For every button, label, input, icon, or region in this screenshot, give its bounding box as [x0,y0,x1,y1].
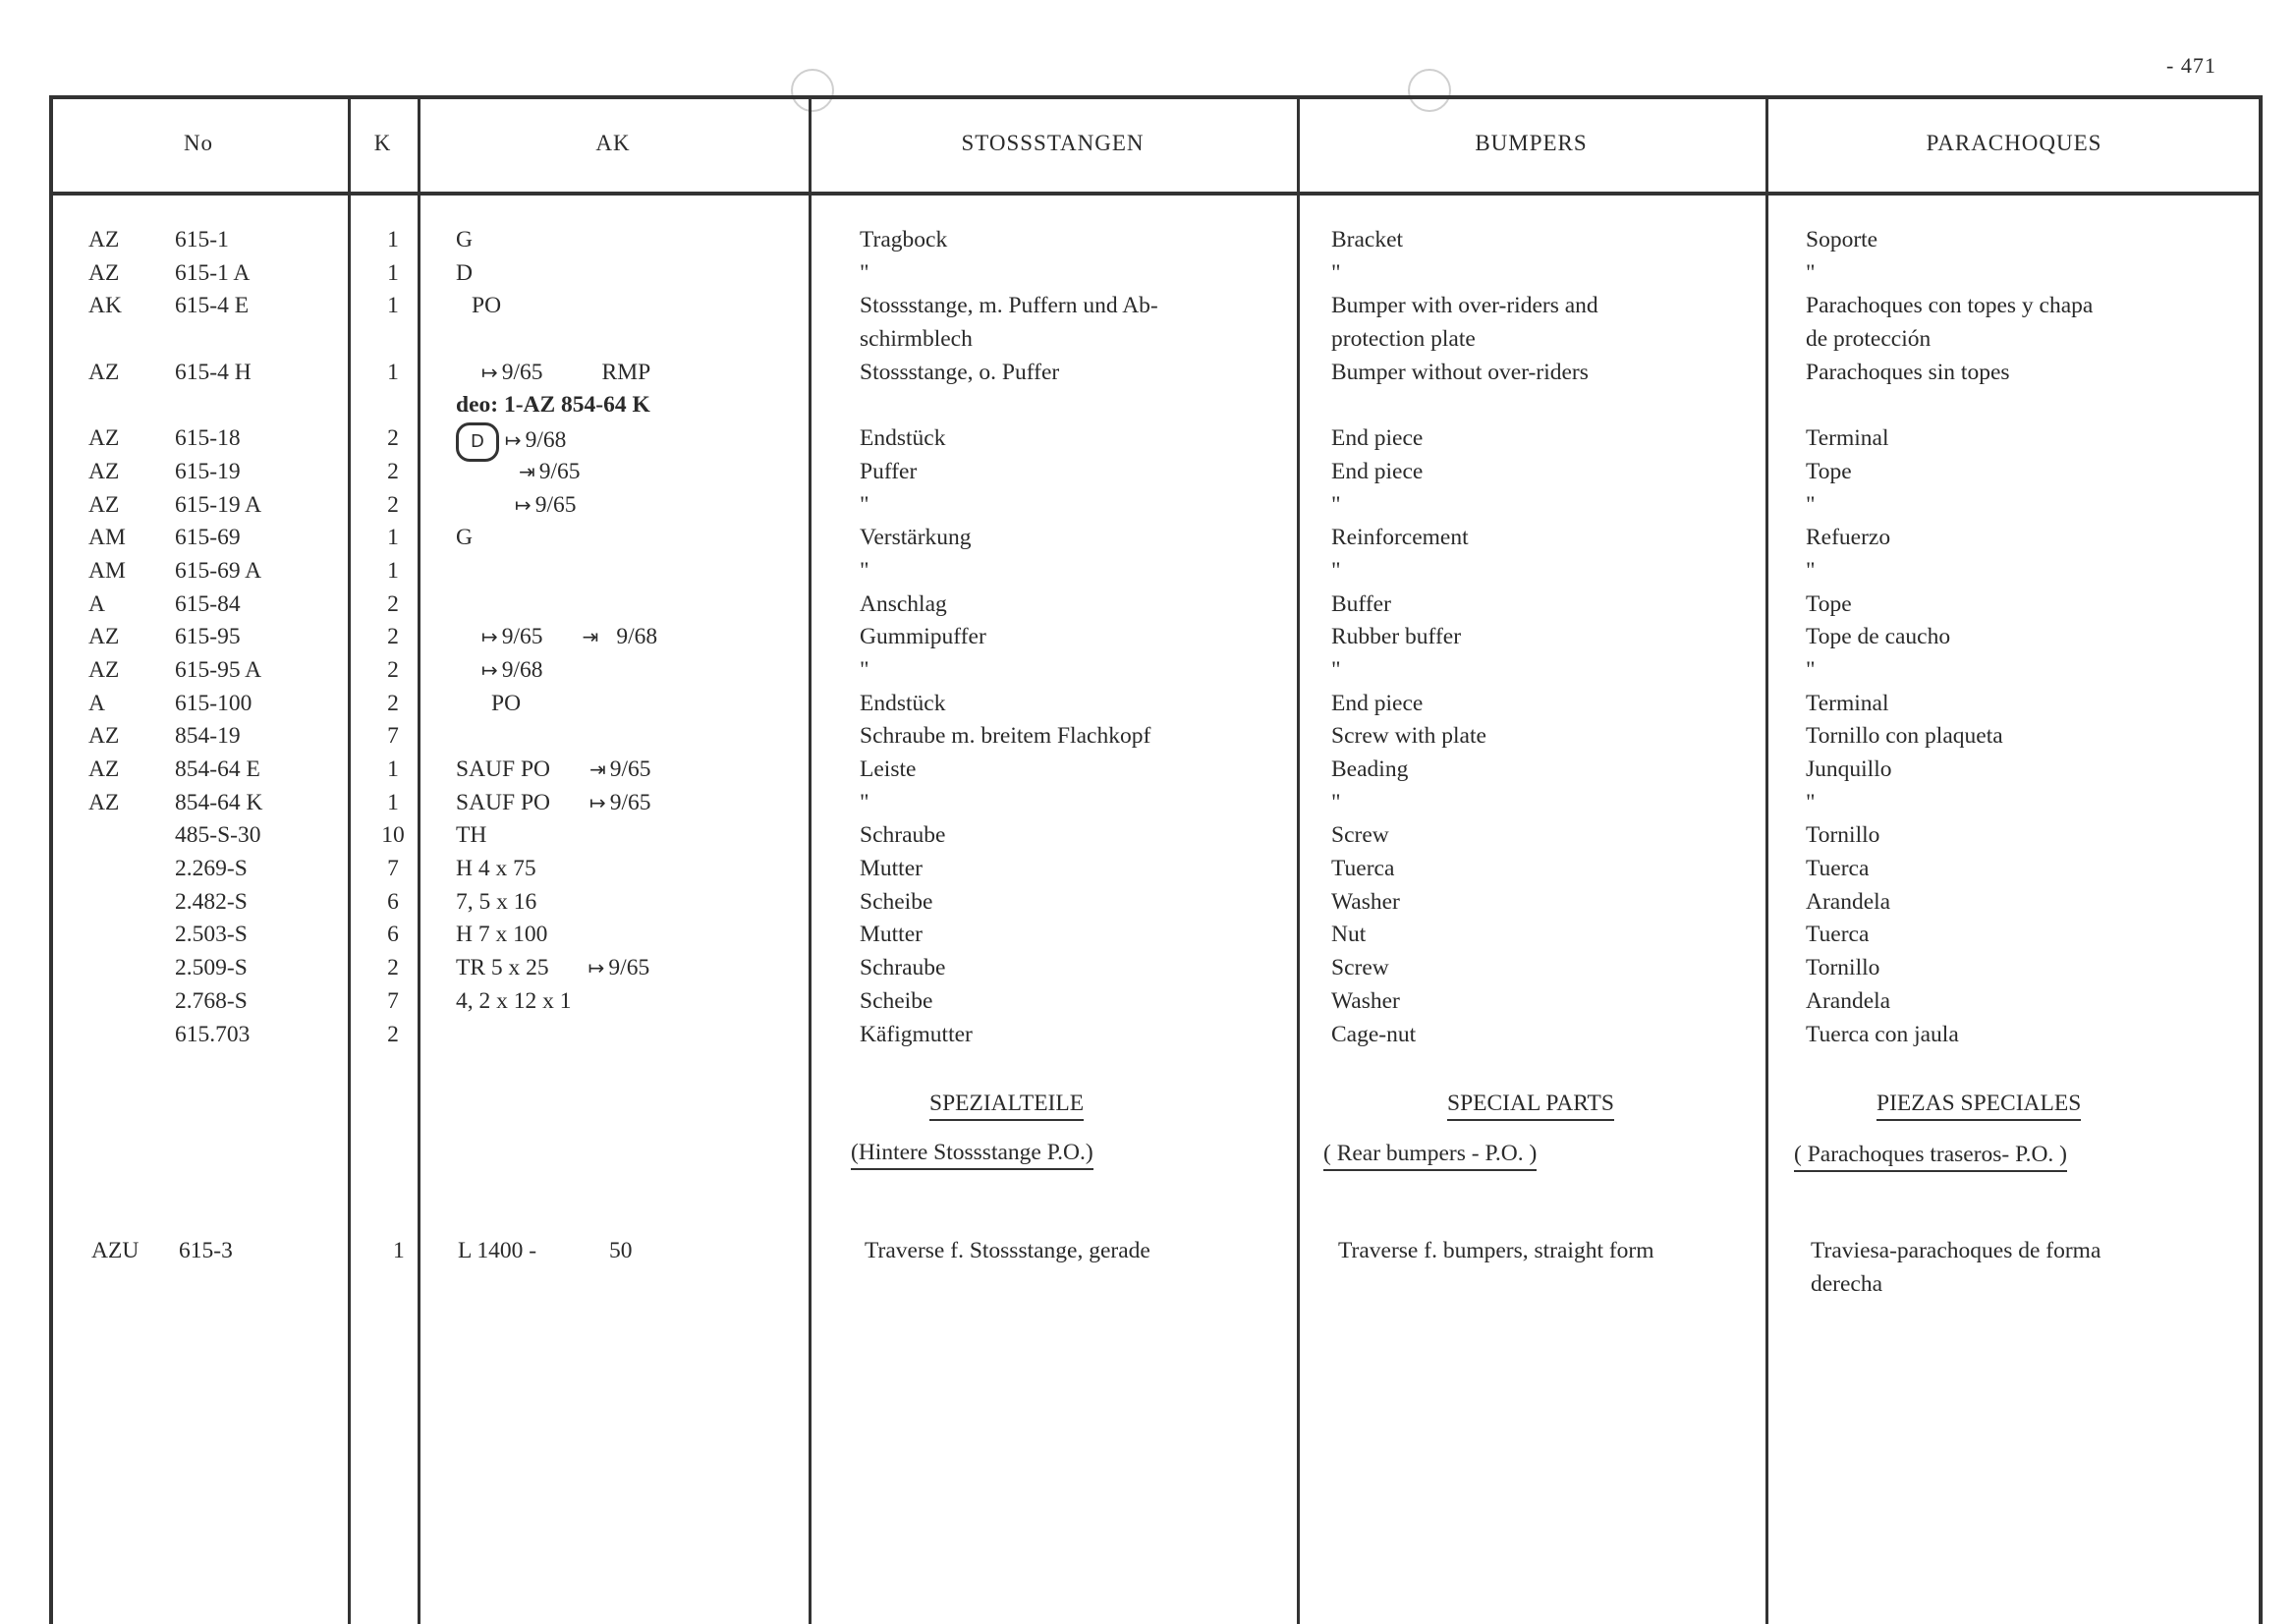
part-number: 615-19 A [175,491,262,518]
header-german: STOSSSTANGEN [961,131,1145,155]
part-prefix: AZ [88,624,120,650]
part-number: 615-4 E [175,293,250,319]
table-row [0,555,2296,588]
table-row [0,688,2296,721]
english-desc: " [1331,491,1341,518]
spanish-desc: Terminal [1806,690,1889,716]
ak-code: PO [472,293,502,319]
german-desc: Schraube m. breitem Flachkopf [860,723,1151,750]
part-prefix: A [88,690,105,716]
german-desc: Scheibe [860,888,933,915]
german-desc: Puffer [860,458,918,484]
part-prefix: AZ [88,491,120,518]
part-number: 854-64 K [175,789,263,815]
table-row [0,422,2296,456]
from-date-arrow-icon: ↦ [504,428,522,453]
quantity: 7 [387,723,399,750]
table-row [0,952,2296,985]
ak-code: ↦ 9/65 [515,489,577,523]
quantity: 1 [387,359,399,385]
table-row [0,720,2296,754]
spanish-desc: Tuerca con jaula [1806,1021,1959,1047]
special-parts-title-german: SPEZIALTEILE [929,1091,1084,1121]
quantity: 2 [387,955,399,981]
spanish-desc: Parachoques con topes y chapa [1806,293,2094,319]
header-no: No [183,131,214,155]
english-desc: Tuerca [1331,856,1395,882]
ak-code: G [456,525,473,551]
part-number: 615.703 [175,1021,251,1047]
quantity: 2 [387,425,399,452]
table-row [0,489,2296,523]
from-date-arrow-icon: ↦ [481,625,498,649]
table-row [0,919,2296,952]
spanish-desc: Tornillo con plaqueta [1806,723,2003,750]
header-spanish: PARACHOQUES [1926,131,2102,155]
quantity: 10 [381,822,405,849]
spanish-desc: Arandela [1806,888,1891,915]
german-desc: Endstück [860,690,946,716]
quantity: 1 [387,293,399,319]
ak-code: L 1400 - [458,1238,537,1263]
header-ak: AK [595,131,631,155]
table-row [0,522,2296,555]
table-row [0,754,2296,787]
english-desc: Cage-nut [1331,1021,1417,1047]
ak-code: TR 5 x 25 ↦ 9/65 [456,952,649,985]
ak-code: deo: 1-AZ 854-64 K [456,392,650,419]
part-number: 615-1 [175,227,229,252]
german-desc: Scheibe [860,987,933,1014]
table-row [0,886,2296,920]
part-number: 615-1 A [175,259,251,286]
part-number: 2.768-S [175,987,248,1014]
ak-code: SAUF PO ⇥ 9/65 [456,754,651,787]
spanish-desc: Tope [1806,590,1852,617]
ak-code: ↦ 9/65 ⇥ 9/68 [481,621,657,654]
ak-code: ↦ 9/68 [481,654,543,688]
spanish-desc: Arandela [1806,987,1891,1014]
quantity: 7 [387,856,399,882]
english-desc: " [1331,259,1341,286]
english-desc: Bracket [1331,227,1404,252]
spanish-desc: Junquillo [1806,756,1892,782]
part-prefix: AK [88,293,122,319]
part-number: 615-69 [175,525,241,551]
special-parts-subtitle-english: ( Rear bumpers - P.O. ) [1323,1141,1537,1171]
english-desc: " [1331,557,1341,584]
from-date-arrow-icon: ↦ [515,492,532,517]
german-desc: Anschlag [860,590,947,617]
ak-code: ↦ 9/65 RMP [481,357,650,390]
english-desc: Traverse f. bumpers, straight form [1338,1238,1654,1263]
quantity: 1 [387,259,399,286]
part-prefix: A [88,590,105,617]
header-english: BUMPERS [1475,131,1588,155]
parts-list [0,224,2296,1051]
part-number: 615-95 [175,624,241,650]
special-parts-title-english: SPECIAL PARTS [1447,1091,1614,1121]
part-number: 2.503-S [175,922,248,948]
part-prefix: AZ [88,756,120,782]
table-row [0,456,2296,489]
quantity: 2 [387,690,399,716]
part-prefix: AZ [88,723,120,750]
table-row [0,985,2296,1019]
ak-code: SAUF PO ↦ 9/65 [456,787,651,820]
special-parts-subtitle-german: (Hintere Stossstange P.O.) [851,1140,1093,1170]
quantity: 1 [387,557,399,584]
spanish-desc: Tuerca [1806,922,1870,948]
part-prefix: AM [88,525,126,551]
english-desc: Bumper without over-riders [1331,359,1589,385]
german-desc: Schraube [860,955,946,981]
circled-code-badge: D [456,422,499,462]
from-date-arrow-icon: ↦ [481,657,498,682]
part-number: 2.269-S [175,856,248,882]
quantity: 2 [387,1021,399,1047]
part-number: 2.482-S [175,888,248,915]
spanish-desc: " [1806,789,1816,815]
table-row [0,787,2296,820]
table-row [0,588,2296,622]
from-date-arrow-icon: ↦ [588,956,605,980]
part-number: 854-64 E [175,756,260,782]
special-parts-title-spanish: PIEZAS SPECIALES [1876,1091,2081,1121]
english-desc: Washer [1331,987,1400,1014]
part-prefix: AZ [88,359,120,385]
part-number: 615-84 [175,590,241,617]
spanish-desc: Parachoques sin topes [1806,359,2010,385]
german-desc: " [860,259,869,286]
german-desc: " [860,656,869,683]
german-desc: Stossstange, m. Puffern und Ab- [860,293,1158,319]
part-prefix: AZ [88,656,120,683]
table-row [0,1019,2296,1052]
german-desc: Schraube [860,822,946,849]
english-desc: End piece [1331,690,1424,716]
english-desc: Washer [1331,888,1400,915]
german-desc: Tragbock [860,227,948,252]
until-date-arrow-icon: ⇥ [582,625,599,649]
ak-code-value: 50 [609,1238,633,1263]
from-date-arrow-icon: ↦ [589,790,606,814]
quantity: 7 [387,987,399,1014]
english-desc: " [1331,789,1341,815]
quantity: 2 [387,458,399,484]
spanish-desc-continued: derecha [1811,1271,1883,1297]
special-parts-subtitle-spanish: ( Parachoques traseros- P.O. ) [1794,1142,2067,1172]
english-desc: " [1331,656,1341,683]
quantity: 2 [387,624,399,650]
ak-code: PO [491,690,522,716]
spanish-desc: Soporte [1806,227,1878,252]
english-desc: Nut [1331,922,1367,948]
ak-code: 7, 5 x 16 [456,888,537,915]
ak-code: H 7 x 100 [456,922,548,948]
part-number: 485-S-30 [175,822,261,849]
english-desc: Beading [1331,756,1409,782]
german-desc: " [860,789,869,815]
quantity: 6 [387,922,399,948]
table-row [0,819,2296,853]
part-number: 615-69 A [175,557,262,584]
table-row [0,654,2296,688]
ak-code: G [456,227,473,252]
ak-code: ⇥ 9/65 [519,456,581,489]
table-row [0,853,2296,886]
ak-code: D [456,259,473,286]
table-row [0,323,2296,357]
quantity: 2 [387,656,399,683]
header-rule [49,192,2263,196]
english-desc: Buffer [1331,590,1391,617]
quantity: 1 [387,227,399,252]
english-desc: Rubber buffer [1331,624,1462,650]
table-row [0,357,2296,390]
part-prefix: AZ [88,789,120,815]
spanish-desc: Tornillo [1806,955,1880,981]
part-number: 615-95 A [175,656,262,683]
quantity: 2 [387,491,399,518]
table-row [0,389,2296,422]
spanish-desc: Terminal [1806,425,1889,452]
spanish-desc: Tope [1806,458,1852,484]
english-desc: End piece [1331,425,1424,452]
german-desc: Gummipuffer [860,624,986,650]
table-row [0,621,2296,654]
until-date-arrow-icon: ⇥ [589,757,606,781]
spanish-desc: Refuerzo [1806,525,1891,551]
part-number: 615-19 [175,458,241,484]
part-number: 615-4 H [175,359,252,385]
from-date-arrow-icon: ↦ [481,360,498,384]
spanish-desc: " [1806,557,1816,584]
quantity: 1 [387,789,399,815]
part-prefix: AZU [91,1238,140,1263]
part-prefix: AZ [88,458,120,484]
ak-code: D ↦ 9/68 [456,422,566,462]
table-row [0,224,2296,257]
english-desc: Screw [1331,955,1389,981]
spanish-desc: Tuerca [1806,856,1870,882]
spanish-desc: Traviesa-parachoques de forma [1811,1238,2101,1263]
quantity: 6 [387,888,399,915]
header-k: K [373,131,392,155]
english-desc: protection plate [1331,326,1476,353]
page-number: - 471 [2166,53,2216,78]
spanish-desc: " [1806,656,1816,683]
german-desc: " [860,557,869,584]
spanish-desc: Tornillo [1806,822,1880,849]
spanish-desc: de protección [1806,326,1932,353]
english-desc: Bumper with over-riders and [1331,293,1598,319]
german-desc: " [860,491,869,518]
english-desc: End piece [1331,458,1424,484]
quantity: 1 [387,756,399,782]
quantity: 2 [387,590,399,617]
part-prefix: AM [88,557,126,584]
german-desc: Käfigmutter [860,1021,973,1047]
part-number: 854-19 [175,723,241,750]
ak-code: TH [456,822,487,849]
part-number: 2.509-S [175,955,248,981]
quantity: 1 [387,525,399,551]
german-desc: Traverse f. Stossstange, gerade [865,1238,1150,1263]
quantity: 1 [393,1238,405,1263]
german-desc: Mutter [860,856,923,882]
table-row [0,290,2296,323]
english-desc: Screw with plate [1331,723,1486,750]
part-prefix: AZ [88,425,120,452]
spanish-desc: " [1806,259,1816,286]
part-number: 615-100 [175,690,252,716]
german-desc: Endstück [860,425,946,452]
german-desc: Mutter [860,922,923,948]
spanish-desc: " [1806,491,1816,518]
part-number: 615-3 [179,1238,233,1263]
until-date-arrow-icon: ⇥ [519,459,535,483]
german-desc: schirmblech [860,326,973,353]
german-desc: Verstärkung [860,525,972,551]
part-prefix: AZ [88,259,120,286]
part-number: 615-18 [175,425,241,452]
english-desc: Reinforcement [1331,525,1469,551]
ak-code: H 4 x 75 [456,856,536,882]
ak-code: 4, 2 x 12 x 1 [456,987,572,1014]
german-desc: Leiste [860,756,917,782]
part-prefix: AZ [88,227,120,252]
table-row [0,257,2296,291]
spanish-desc: Tope de caucho [1806,624,1951,650]
english-desc: Screw [1331,822,1389,849]
german-desc: Stossstange, o. Puffer [860,359,1060,385]
